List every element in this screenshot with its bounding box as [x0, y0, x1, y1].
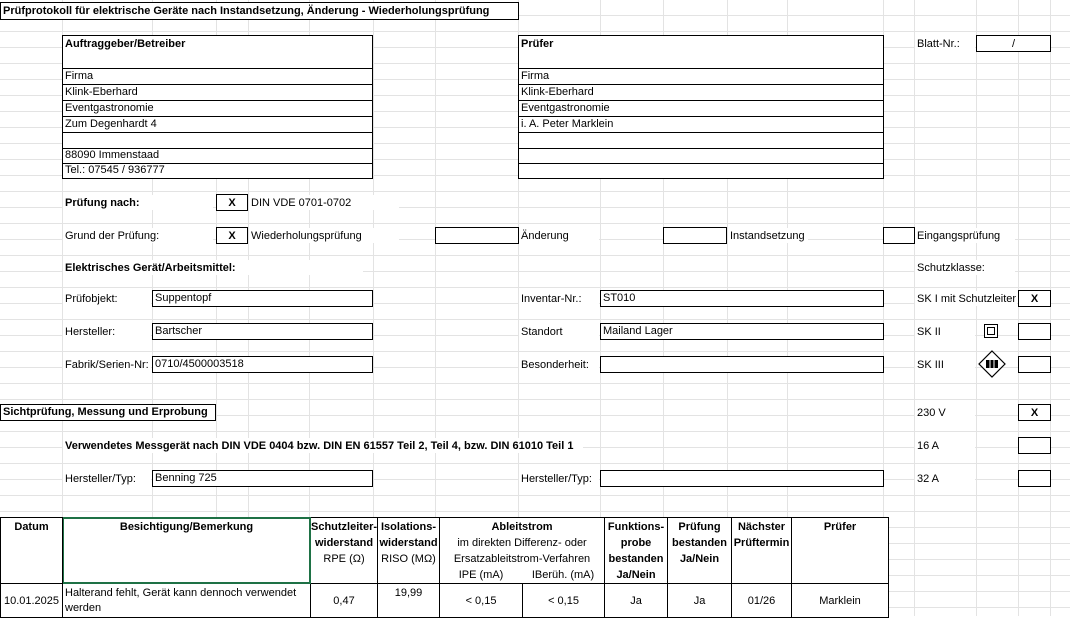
inspector-line[interactable]: Firma — [521, 70, 550, 82]
reason-repair-checkbox[interactable] — [663, 227, 727, 244]
rating-32a-checkbox[interactable] — [1018, 470, 1051, 487]
grid-column-line — [914, 0, 915, 616]
col-passed-header: Prüfung bestanden Ja/Nein — [668, 518, 732, 584]
standard-checkbox[interactable]: X — [216, 194, 248, 211]
rating-230v-label: 230 V — [915, 405, 975, 420]
location-field[interactable]: Mailand Lager — [600, 323, 884, 340]
reason-repeat-checkbox[interactable]: X — [216, 227, 248, 244]
client-line[interactable]: Eventgastronomie — [65, 102, 154, 114]
meter-maker2-field[interactable] — [600, 470, 884, 487]
col-function-header: Funktions- probe bestanden Ja/Nein — [605, 518, 668, 584]
page-title: Prüfprotokoll für elektrische Geräte nach Instandsetzung, Änderung - Wiederholungsprüfung — [0, 2, 519, 20]
visual-heading: Sichtprüfung, Messung und Erprobung — [0, 404, 216, 421]
row-riso-cell[interactable]: 19,99 — [378, 584, 440, 618]
object-field[interactable]: Suppentopf — [152, 290, 373, 307]
inspector-box — [518, 35, 884, 179]
col-iso-header: Isolations- widerstand RISO (MΩ) — [378, 518, 440, 584]
test-results-table — [0, 517, 889, 618]
client-line[interactable]: Klink-Eberhard — [65, 86, 138, 98]
inventory-label: Inventar-Nr.: — [519, 291, 599, 306]
client-line[interactable]: Zum Degenhardt 4 — [65, 118, 157, 130]
serial-label: Fabrik/Serien-Nr: — [63, 357, 151, 372]
col-next-header: Nächster Prüftermin — [732, 518, 792, 584]
client-line[interactable]: Tel.: 07545 / 936777 — [65, 164, 165, 176]
rating-16a-label: 16 A — [915, 438, 975, 453]
sheet-number-field[interactable]: / — [976, 35, 1051, 52]
reason-change-checkbox[interactable] — [435, 227, 519, 244]
col-leakage-header: Ableitstrom im direkten Differenz- oder Ersatzableitstrom-Verfahren IPE (mA) IBerüh. (mA) — [440, 518, 605, 584]
client-box — [62, 35, 373, 179]
double-square-icon — [984, 324, 998, 338]
reason-repair-label: Instandsetzung — [728, 228, 808, 243]
inspector-line[interactable]: Klink-Eberhard — [521, 86, 594, 98]
grid-column-line — [976, 0, 977, 616]
protection-class-1-label: SK I mit Schutzleiter — [917, 292, 1017, 305]
protection-class-2-checkbox[interactable] — [1018, 323, 1051, 340]
grid-column-line — [1018, 0, 1019, 616]
row-passed-cell[interactable]: Ja — [668, 584, 732, 618]
special-label: Besonderheit: — [519, 357, 599, 372]
maker-label: Hersteller: — [63, 324, 151, 339]
standard-label: DIN VDE 0701-0702 — [249, 195, 399, 210]
col-inspector-header: Prüfer — [792, 518, 889, 584]
row-remark-cell[interactable]: Halterand fehlt, Gerät kann dennoch verwendet werden — [63, 584, 311, 618]
row-next-cell[interactable]: 01/26 — [732, 584, 792, 618]
protection-heading: Schutzklasse: — [915, 260, 1015, 275]
meter-maker-label: Hersteller/Typ: — [63, 471, 151, 486]
client-line[interactable]: 88090 Immenstaad — [65, 149, 160, 161]
meter-maker2-label: Hersteller/Typ: — [519, 471, 599, 486]
protection-class-2-label: SK II — [915, 324, 975, 339]
row-inspector-cell[interactable]: Marklein — [792, 584, 889, 618]
table-row — [1, 584, 889, 618]
reason-repeat-label: Wiederholungsprüfung — [249, 228, 399, 243]
meter-heading: Verwendetes Messgerät nach DIN VDE 0404 bzw. DIN EN 61557 Teil 2, Teil 4, bzw. DIN 61010 Teil 1 — [63, 438, 583, 453]
protection-class-3-checkbox[interactable] — [1018, 356, 1051, 373]
row-date-cell[interactable]: 10.01.2025 — [1, 584, 63, 618]
grid-column-line — [1050, 0, 1051, 616]
sheet-label: Blatt-Nr.: — [915, 36, 975, 51]
rating-16a-checkbox[interactable] — [1018, 437, 1051, 454]
inspector-line[interactable]: i. A. Peter Marklein — [521, 118, 614, 130]
protection-class-3-label: SK III — [915, 357, 975, 372]
protection-class-1-checkbox[interactable]: X — [1018, 290, 1051, 307]
col-date-header: Datum — [1, 518, 63, 584]
special-field[interactable] — [600, 356, 884, 373]
inventory-field[interactable]: ST010 — [600, 290, 884, 307]
object-label: Prüfobjekt: — [63, 291, 151, 306]
row-rpe-cell[interactable]: 0,47 — [311, 584, 378, 618]
inspector-line[interactable]: Eventgastronomie — [521, 102, 610, 114]
table-header-row — [1, 518, 889, 584]
serial-field[interactable]: 0710/4500003518 — [152, 356, 373, 373]
client-heading: Auftraggeber/Betreiber — [65, 38, 186, 50]
test-according-label: Prüfung nach: — [63, 195, 213, 210]
col-inspection-header[interactable]: Besichtigung/Bemerkung — [63, 518, 311, 584]
col-pe-header: Schutzleiter- widerstand RPE (Ω) — [311, 518, 378, 584]
row-ipe-cell[interactable]: < 0,15 — [440, 584, 523, 618]
client-line[interactable]: Firma — [65, 70, 94, 82]
maker-field[interactable]: Bartscher — [152, 323, 373, 340]
row-function-cell[interactable]: Ja — [605, 584, 668, 618]
diamond-icon — [977, 350, 1007, 378]
meter-maker-field[interactable]: Benning 725 — [152, 470, 373, 487]
rating-230v-checkbox[interactable]: X — [1018, 404, 1051, 421]
device-heading: Elektrisches Gerät/Arbeitsmittel: — [63, 260, 363, 275]
rating-32a-label: 32 A — [915, 471, 975, 486]
location-label: Standort — [519, 324, 599, 339]
reason-incoming-label: Eingangsprüfung — [915, 228, 1015, 243]
reason-incoming-checkbox[interactable] — [883, 227, 915, 244]
reason-label: Grund der Prüfung: — [63, 228, 213, 243]
inspector-heading: Prüfer — [521, 38, 554, 50]
reason-change-label: Änderung — [519, 228, 599, 243]
row-iber-cell[interactable]: < 0,15 — [523, 584, 605, 618]
